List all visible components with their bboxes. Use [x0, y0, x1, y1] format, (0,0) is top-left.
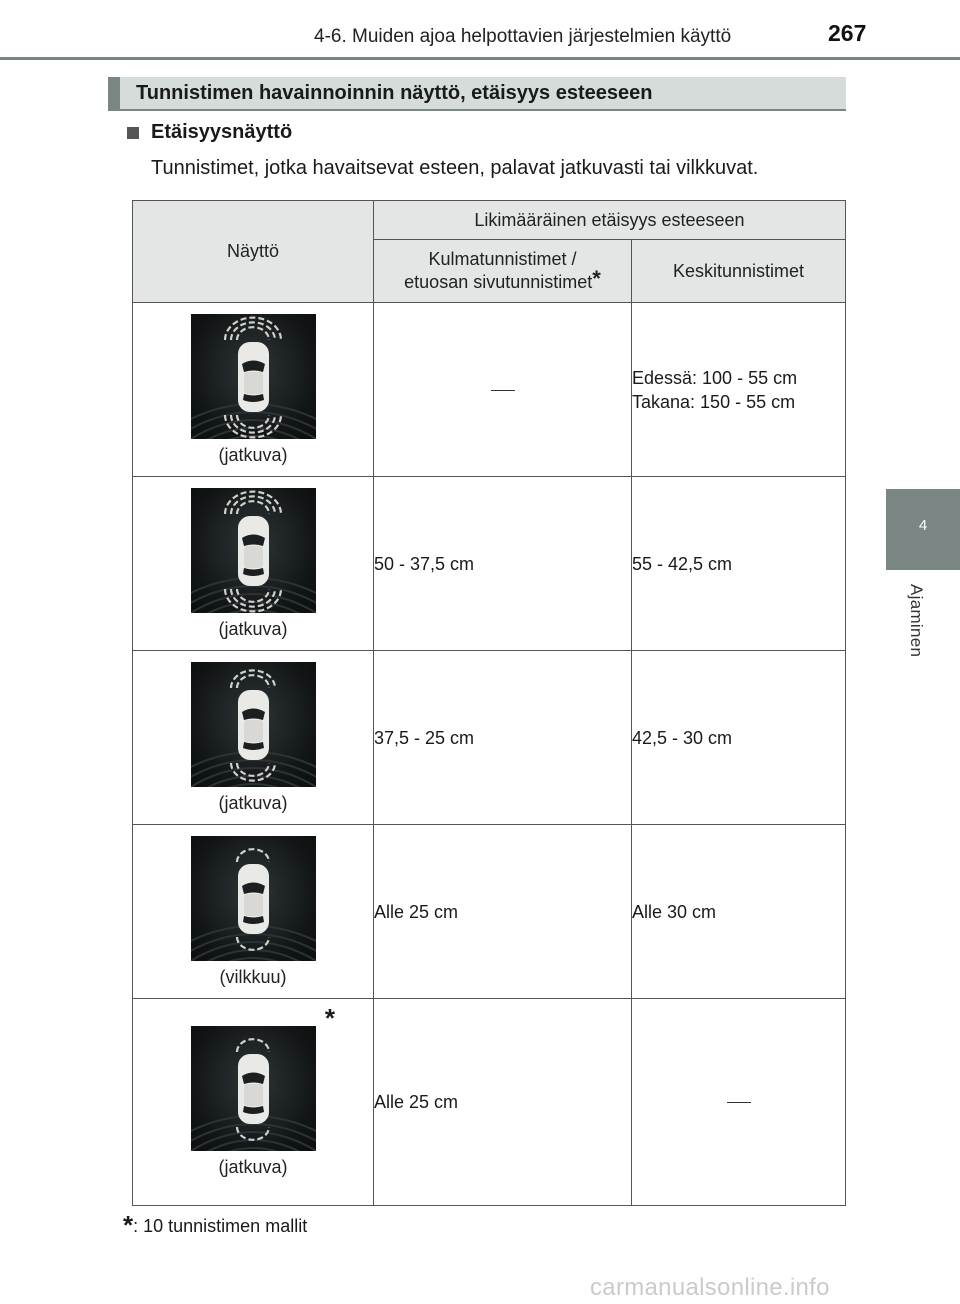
asterisk-mark: * — [324, 1003, 335, 1033]
dash-mark — [727, 1102, 751, 1103]
corner-sensor-distance: Alle 25 cm — [374, 999, 632, 1206]
corner-sensor-distance — [374, 303, 632, 477]
display-caption: (jatkuva) — [218, 444, 288, 465]
footnote-text: : 10 tunnistimen mallit — [133, 1216, 308, 1236]
center-sensor-distance — [632, 825, 846, 999]
header-display: Näyttö — [133, 201, 374, 303]
sub-heading: Etäisyysnäyttö — [151, 121, 293, 143]
square-bullet-icon — [127, 127, 139, 139]
chapter-number: 4 — [918, 517, 928, 534]
table-row — [133, 477, 846, 651]
running-header: 4-6. Muiden ajoa helpottavien järjestelmien käyttö — [314, 26, 732, 47]
header-corner-line2: etuosan sivutunnistimet — [404, 272, 593, 292]
section-title: Tunnistimen havainnoinnin näyttö, etäisyys esteeseen — [136, 82, 653, 104]
chapter-name: Ajaminen — [907, 584, 926, 658]
asterisk-mark: * — [592, 266, 601, 291]
table-row — [133, 999, 846, 1206]
distance-table — [132, 200, 846, 1206]
corner-sensor-distance: Alle 25 cm — [374, 825, 632, 999]
display-cell — [133, 651, 374, 825]
corner-sensor-distance: 50 - 37,5 cm — [374, 477, 632, 651]
header-corner-line1: Kulmatunnistimet / — [428, 249, 577, 269]
distance-line: Takana: 150 - 55 cm — [632, 391, 796, 412]
chapter-tab — [886, 489, 960, 570]
display-caption: (vilkkuu) — [219, 966, 287, 987]
distance-line: 55 - 42,5 cm — [632, 553, 733, 574]
display-cell — [133, 999, 374, 1206]
intro-paragraph: Tunnistimet, jotka havaitsevat esteen, palavat jatkuvasti tai vilkkuvat. — [151, 157, 759, 179]
display-cell — [133, 303, 374, 477]
header-rule — [0, 57, 960, 60]
display-caption: (jatkuva) — [218, 1157, 288, 1177]
center-sensor-distance — [632, 651, 846, 825]
display-caption: (jatkuva) — [218, 792, 288, 813]
page-number: 267 — [828, 20, 867, 46]
distance-line: Alle 30 cm — [632, 901, 717, 922]
parking-sensor-display-icon — [191, 488, 316, 613]
parking-sensor-display-icon — [191, 836, 316, 961]
header-center-sensors: Keskitunnistimet — [632, 240, 846, 303]
distance-line: Edessä: 100 - 55 cm — [632, 367, 798, 388]
header-approx-distance: Likimääräinen etäisyys esteeseen — [374, 201, 846, 240]
footnote-mark: * — [123, 1210, 134, 1240]
display-cell — [133, 477, 374, 651]
header-corner-sensors — [374, 240, 632, 303]
parking-sensor-display-icon — [191, 314, 316, 439]
center-sensor-distance — [632, 477, 846, 651]
parking-sensor-display-icon — [191, 1026, 316, 1151]
table-row — [133, 825, 846, 999]
corner-sensor-distance: 37,5 - 25 cm — [374, 651, 632, 825]
dash-mark — [491, 390, 515, 391]
watermark: carmanualsonline.info — [590, 1274, 830, 1301]
center-sensor-distance — [632, 999, 846, 1206]
center-sensor-distance — [632, 303, 846, 477]
parking-sensor-display-icon — [191, 662, 316, 787]
display-caption: (jatkuva) — [218, 618, 288, 639]
table-row — [133, 651, 846, 825]
display-cell — [133, 825, 374, 999]
section-banner — [108, 77, 846, 111]
table-row — [133, 303, 846, 477]
footnote — [123, 1210, 308, 1247]
distance-line: 42,5 - 30 cm — [632, 727, 733, 748]
